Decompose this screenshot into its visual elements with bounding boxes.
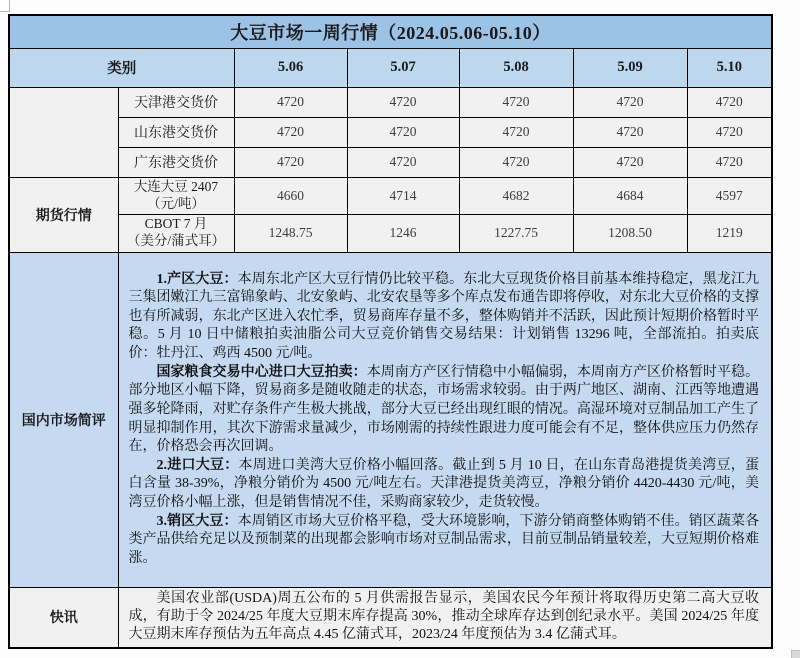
price-cell: 4684 bbox=[573, 177, 687, 214]
paragraph-body: 本周东北产区大豆行情仍比较平稳。东北大豆现货价格目前基本维持稳定，黑龙江九三集团嫩江九三富锦象屿、北安象屿、北安农垦等多个库点发布通告即将停收，对东北大豆价格的支撑也有所减弱，东北产区进入农忙季，贸易商库存量不多，整体购销并不活跃，因此预计短期价格暂时平稳。5 月 10 日中储粮拍卖油脂公司大豆竞价销售交易结果：计划销售 13296 吨，全部流拍。拍卖底价：牡丹江、鸡西 4500 元/吨。 bbox=[128, 271, 760, 362]
price-cell: 4720 bbox=[459, 147, 573, 177]
table-row-guangdong bbox=[9, 147, 772, 177]
price-cell: 4720 bbox=[234, 117, 347, 147]
price-cell: 1219 bbox=[687, 214, 772, 252]
table-row-shandong bbox=[9, 117, 772, 147]
price-cell: 4720 bbox=[573, 117, 687, 147]
price-cell: 1248.75 bbox=[234, 214, 347, 252]
price-cell: 4720 bbox=[687, 147, 772, 177]
price-cell: 4720 bbox=[687, 87, 772, 117]
news-section-label: 快讯 bbox=[9, 587, 118, 648]
title-row bbox=[9, 15, 772, 48]
paragraph-lead: 1.产区大豆： bbox=[156, 271, 238, 287]
commentary-paragraph bbox=[129, 271, 760, 364]
futures-label-line1: CBOT 7 月 bbox=[144, 216, 208, 232]
table-row-tianjin bbox=[9, 87, 772, 117]
soybean-weekly-table bbox=[8, 14, 773, 649]
column-header-date: 5.10 bbox=[687, 48, 772, 87]
row-label-cbot-july bbox=[118, 214, 234, 252]
paragraph-body: 本周进口美湾大豆价格小幅回落。截止到 5 月 10 日，在山东青岛港提货美湾豆，蛋白含量 38-39%，净粮分销价为 4500 元/吨左右。天津港提货美湾豆，净粮分销价 4420-4430 元/吨，美湾豆价格小幅上涨，但是销售情况不佳，采购商家较少，走货较慢。 bbox=[128, 457, 760, 510]
row-label-tianjin-port: 天津港交货价 bbox=[118, 87, 234, 117]
price-cell: 1208.50 bbox=[573, 214, 687, 252]
price-cell: 4720 bbox=[459, 117, 573, 147]
price-cell: 4720 bbox=[234, 87, 347, 117]
price-cell: 4720 bbox=[573, 87, 687, 117]
futures-label-line1: 大连大豆 2407 bbox=[133, 178, 219, 194]
futures-section-label: 期货行情 bbox=[9, 177, 118, 252]
news-text-cell: 美国农业部(USDA)周五公布的 5 月供需报告显示，美国农民今年预计将取得历史第二高大豆收成，有助于令 2024/25 年度大豆期末库存提高 30%，推动全球库存达到创纪录水平。美国 2024/25 年度大豆期末库存预估为五年高点 4.45 亿蒲式耳，2023/24 年度预估为 3.4 亿蒲式耳。 bbox=[118, 587, 772, 648]
commentary-section-label: 国内市场简评 bbox=[9, 252, 118, 587]
price-cell: 4682 bbox=[459, 177, 573, 214]
row-label-dalian-2407 bbox=[118, 177, 234, 214]
commentary-paragraph bbox=[129, 513, 760, 569]
price-cell: 4714 bbox=[347, 177, 459, 214]
paragraph-lead: 2.进口大豆： bbox=[156, 457, 239, 473]
price-cell: 4720 bbox=[347, 117, 459, 147]
price-cell: 4720 bbox=[573, 147, 687, 177]
spot-section-cell-empty bbox=[9, 87, 118, 177]
price-cell: 4720 bbox=[347, 147, 459, 177]
table-row-cbot-futures bbox=[9, 214, 772, 252]
column-header-date: 5.07 bbox=[347, 48, 459, 87]
commentary-paragraph bbox=[129, 457, 760, 513]
row-label-guangdong-port: 广东港交货价 bbox=[118, 147, 234, 177]
price-cell: 1246 bbox=[347, 214, 459, 252]
price-cell: 4720 bbox=[347, 87, 459, 117]
commentary-paragraph bbox=[129, 364, 760, 457]
column-header-category: 类别 bbox=[9, 48, 234, 87]
price-cell: 4720 bbox=[687, 117, 772, 147]
paragraph-body: 本周南方产区行情稳中小幅偏弱，本周南方产区价格暂时平稳。部分地区小幅下降，贸易商多是随收随走的状态，市场需求较弱。由于两广地区、湖南、江西等地遭遇强多轮降雨，对贮存条件产生极大挑战，部分大豆已经出现红眼的情况。高湿环境对豆制品加工产生了明显抑制作用，其次下游需求量减少，市场刚需的持续性跟进力度可能会有不足，整体供应压力仍然存在，价格恐会再次回调。 bbox=[128, 364, 760, 455]
row-label-shandong-port: 山东港交货价 bbox=[118, 117, 234, 147]
scrollbar-corner[interactable] bbox=[791, 650, 800, 658]
paragraph-body: 本周销区市场大豆价格平稳，受大环境影响，下游分销商整体购销不佳。销区蔬菜各类产品供给充足以及预制菜的出现都会影响市场对豆制品需求，目前豆制品销量较差，大豆短期价格难涨。 bbox=[128, 513, 760, 566]
paragraph-lead: 3.销区大豆： bbox=[156, 513, 238, 529]
column-header-date: 5.09 bbox=[573, 48, 687, 87]
price-cell: 4720 bbox=[459, 87, 573, 117]
table-row-news bbox=[9, 587, 772, 648]
commentary-text-cell bbox=[118, 252, 772, 587]
futures-label-line2: （美分/蒲式耳） bbox=[126, 233, 226, 248]
futures-label-line2: （元/吨） bbox=[147, 195, 205, 211]
column-header-date: 5.06 bbox=[234, 48, 347, 87]
price-cell: 4720 bbox=[234, 147, 347, 177]
price-cell: 1227.75 bbox=[459, 214, 573, 252]
sheet-corner-fragment bbox=[0, 0, 10, 12]
table-title: 大豆市场一周行情（2024.05.06-05.10） bbox=[9, 15, 772, 48]
header-row bbox=[9, 48, 772, 87]
table-row-dalian-futures bbox=[9, 177, 772, 214]
paragraph-lead: 国家粮食交易中心进口大豆拍卖： bbox=[156, 364, 367, 380]
price-cell: 4660 bbox=[234, 177, 347, 214]
price-cell: 4597 bbox=[687, 177, 772, 214]
column-header-date: 5.08 bbox=[459, 48, 573, 87]
table-row-commentary bbox=[9, 252, 772, 587]
